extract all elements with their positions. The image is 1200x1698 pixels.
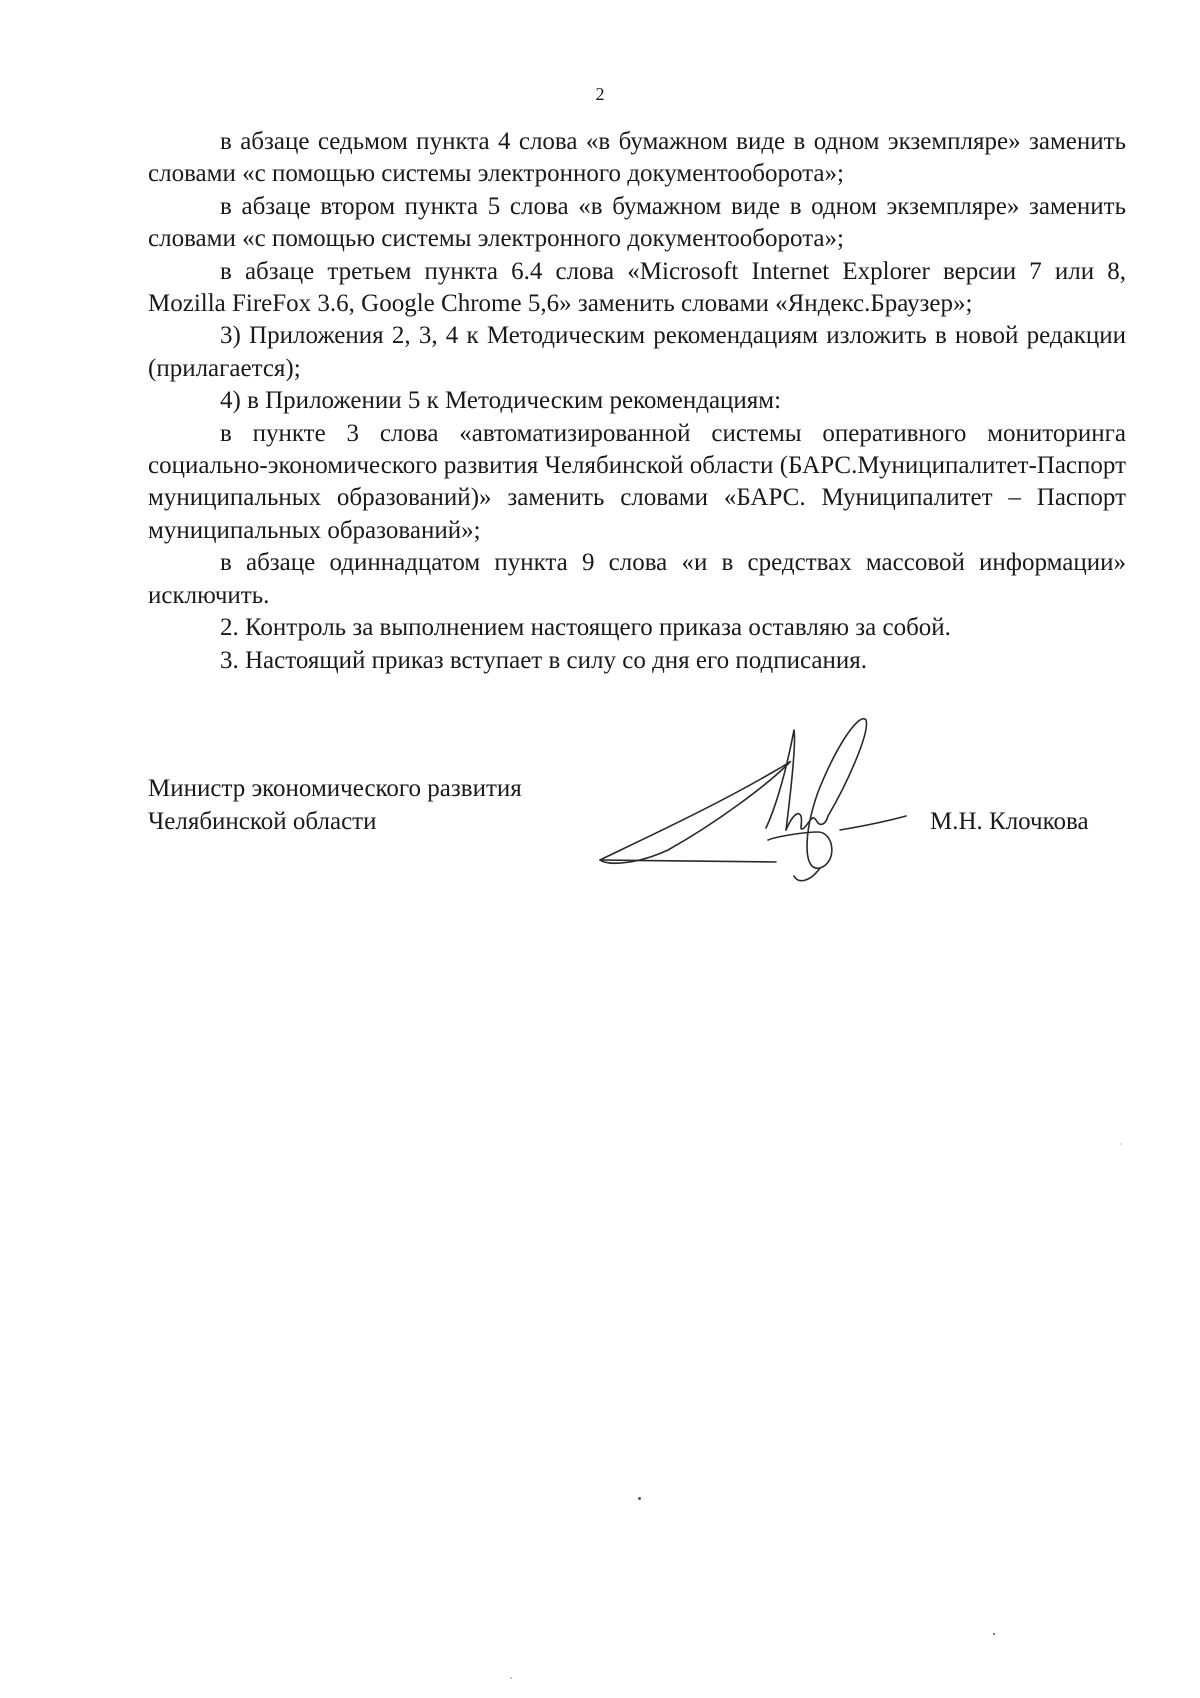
scan-speck <box>510 1677 512 1679</box>
signer-position <box>148 772 522 838</box>
paragraph-appendices-2-3-4: 3) Приложения 2, 3, 4 к Методическим рекомендациям изложить в новой редакции (прилагается); <box>148 322 1126 382</box>
handwritten-signature <box>598 712 928 892</box>
page-number: 2 <box>595 84 605 104</box>
document-body <box>148 126 1126 677</box>
paragraph-control-clause: 2. Контроль за выполнением настоящего приказа оставляю за собой. <box>220 614 951 642</box>
paragraph-paragraph-7-item-4: в абзаце седьмом пункта 4 слова «в бумажном виде в одном экземпляре» заменить словами «с помощью системы электронного документооборота»; <box>148 128 1126 188</box>
signer-position-line-1: Министр экономического развития <box>148 775 522 802</box>
scan-speck <box>993 1633 995 1635</box>
paragraph-paragraph-11-item-9: в абзаце одиннадцатом пункта 9 слова «и в средствах массовой информации» исключить. <box>148 549 1126 609</box>
scan-speck <box>1120 1143 1122 1145</box>
paragraph-effective-date-clause: 3. Настоящий приказ вступает в силу со дня его подписания. <box>220 646 868 674</box>
signer-position-line-2: Челябинской области <box>148 808 377 835</box>
scan-speck <box>638 1497 641 1500</box>
paragraph-appendix-5: 4) в Приложении 5 к Методическим рекомендациям: <box>220 387 782 415</box>
paragraph-paragraph-3-item-6-4: в абзаце третьем пункта 6.4 слова «Microsoft Internet Explorer версии 7 или 8, Mozilla FireFox 3.6, Google Chrome 5,6» заменить словами «Яндекс.Браузер»; <box>148 257 1126 318</box>
signer-name: М.Н. Клочкова <box>930 808 1089 835</box>
paragraph-paragraph-2-item-5: в абзаце втором пункта 5 слова «в бумажном виде в одном экземпляре» заменить словами «с помощью системы электронного документооборота»; <box>148 192 1126 253</box>
paragraph-item-3-words: в пункте 3 слова «автоматизированной системы оперативного мониторинга социально-экономического развития Челябинской области (БАРС.Муниципалитет-Паспорт муниципальных образований)» заменить словами «БАРС. Муниципалитет – Паспорт муниципальных образований»; <box>148 419 1126 544</box>
